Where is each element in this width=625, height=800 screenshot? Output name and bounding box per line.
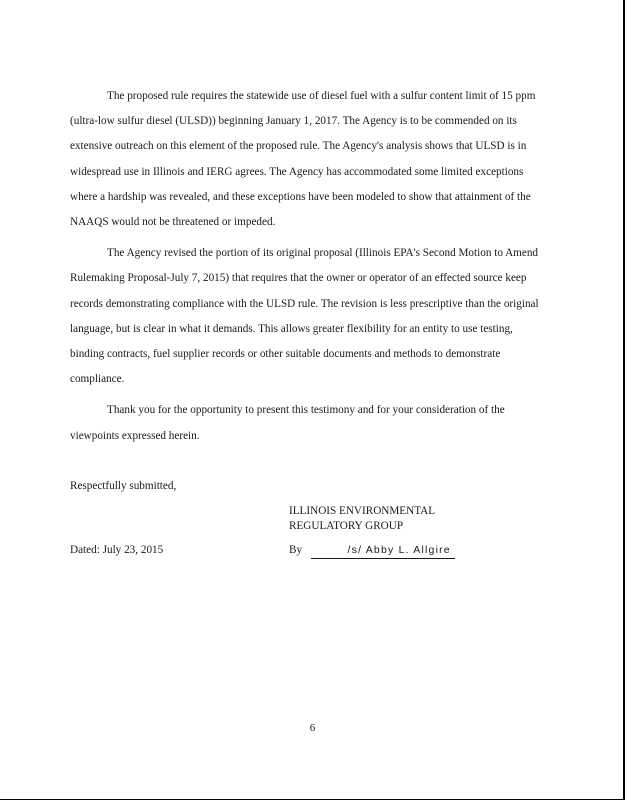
organization-name (289, 504, 435, 534)
dated-line: Dated: July 23, 2015 (70, 544, 164, 556)
signature-block (289, 543, 455, 559)
testimony-body (70, 84, 540, 455)
organization-line-1: ILLINOIS ENVIRONMENTAL (289, 505, 436, 517)
organization-line-2: REGULATORY GROUP (289, 520, 404, 532)
paragraph-ulsd-requirement: The proposed rule requires the statewide use of diesel fuel with a sulfur content limit of 15 ppm (ultra-low sulfur diesel (ULSD)) beginning January 1, 2017. The Agency is to be commended on its extensive outreach on this element of the proposed rule. The Agency's analysis shows that ULSD is in widespread use in Illinois and IERG agrees. The Agency has accommodated some limited exceptions where a hardship was revealed, and these exceptions have been modeled to show that attainment of the NAAQS would not be threatened or impeded. (70, 90, 536, 229)
paragraph-recordkeeping-revision: The Agency revised the portion of its original proposal (Illinois EPA's Second Motion to Amend Rulemaking Proposal-July 7, 2015) that requires that the owner or operator of an effected source keep records demonstrating compliance with the ULSD rule. The revision is less prescriptive than the original language, but is clear in what it demands. This allows greater flexibility for an entity to use testing, binding contracts, fuel supplier records or other suitable documents and methods to demonstrate compliance. (70, 247, 539, 386)
signature-line: /s/ Abby L. Allgire (311, 543, 455, 559)
by-label: By (289, 544, 303, 556)
closing-salutation: Respectfully submitted, (70, 480, 177, 492)
page-number: 6 (309, 722, 316, 734)
paragraph-thank-you: Thank you for the opportunity to present this testimony and for your consideration of the viewpoints expressed herein. (70, 404, 505, 442)
